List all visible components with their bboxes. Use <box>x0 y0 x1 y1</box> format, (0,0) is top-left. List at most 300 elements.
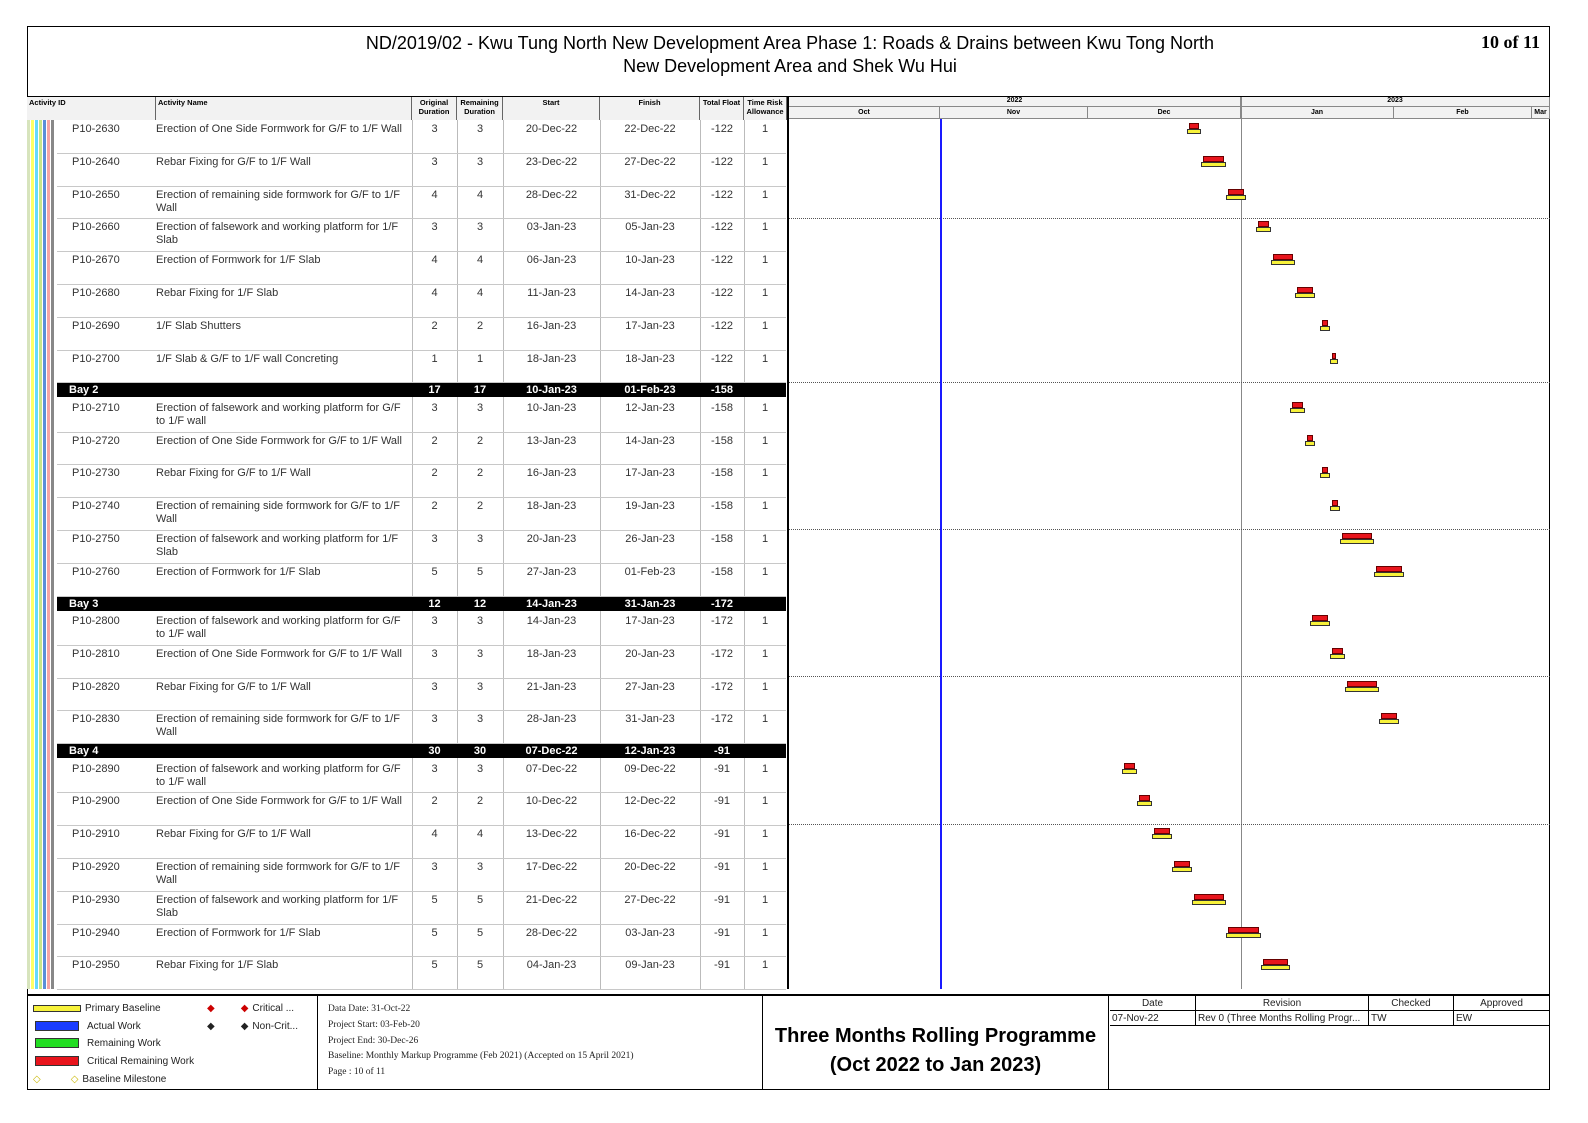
start-date: 16-Jan-23 <box>526 467 577 480</box>
finish-date: 27-Jan-23 <box>625 680 675 693</box>
activity-id: P10-2640 <box>72 155 120 168</box>
col-total-float[interactable]: Total Float <box>700 97 744 120</box>
time-risk-allowance: 1 <box>761 926 769 939</box>
original-duration: 5 <box>431 959 438 972</box>
total-float: -158 <box>710 434 734 447</box>
activity-name: Erection of remaining side formwork for G/F to 1/F Wall <box>156 713 400 739</box>
baseline-info: Baseline: Monthly Markup Programme (Feb 2021) (Accepted on 15 April 2021) <box>328 1051 634 1061</box>
finish-date: 20-Jan-23 <box>625 647 675 660</box>
activity-bar[interactable] <box>1290 402 1305 414</box>
original-duration: 3 <box>431 155 438 168</box>
start-date: 04-Jan-23 <box>526 959 577 972</box>
total-float: -158 <box>710 401 734 414</box>
title-line-1: ND/2019/02 - Kwu Tung North New Development Area Phase 1: Roads & Drains between Kwu Tong North <box>365 33 1215 53</box>
activity-row[interactable] <box>57 825 786 859</box>
finish-date: 27-Dec-22 <box>624 893 676 906</box>
band-start: 14-Jan-23 <box>526 597 577 610</box>
activity-name: Erection of remaining side formwork for G/F to 1/F Wall <box>156 861 400 886</box>
legend-actual-work <box>35 1021 141 1033</box>
activity-id: P10-2660 <box>72 221 120 234</box>
activity-row[interactable] <box>57 284 786 318</box>
activity-row[interactable] <box>57 956 786 990</box>
baseline-bar <box>1330 654 1345 659</box>
col-remaining-duration[interactable] <box>457 97 503 120</box>
time-risk-allowance: 1 <box>761 287 769 299</box>
activity-bar[interactable] <box>1226 927 1261 939</box>
rev-approved: EW <box>1456 1013 1473 1024</box>
activity-bar[interactable] <box>1256 221 1271 233</box>
activity-name: Erection of One Side Formwork for G/F to 1/F Wall <box>156 795 402 808</box>
time-risk-allowance: 1 <box>761 319 769 332</box>
band-finish: 31-Jan-23 <box>624 597 676 610</box>
finish-date: 17-Jan-23 <box>625 319 675 332</box>
col-label: Duration <box>464 107 495 116</box>
activity-name: Rebar Fixing for G/F to 1/F Wall <box>156 828 311 841</box>
programme-title <box>763 996 1109 1090</box>
remaining-duration: 5 <box>476 893 484 906</box>
band-remaining-duration: 30 <box>473 745 487 758</box>
activity-id: P10-2890 <box>72 762 120 775</box>
activity-bar[interactable] <box>1379 713 1399 725</box>
activity-bar[interactable] <box>1152 828 1172 840</box>
original-duration: 3 <box>431 123 438 135</box>
programme-title-line-2: (Oct 2022 to Jan 2023) <box>829 1054 1042 1076</box>
total-float: -91 <box>714 926 730 939</box>
total-float: -91 <box>714 795 730 808</box>
activity-row[interactable] <box>57 612 786 646</box>
activity-row[interactable] <box>57 153 786 187</box>
start-date: 27-Jan-23 <box>526 565 577 578</box>
activity-name: Erection of Formwork for 1/F Slab <box>156 926 321 939</box>
legend <box>27 996 318 1090</box>
activity-bar[interactable] <box>1192 894 1227 906</box>
total-float: -172 <box>710 615 734 627</box>
activity-bar[interactable] <box>1226 189 1246 201</box>
baseline-bar <box>1330 506 1340 511</box>
activity-id: P10-2950 <box>72 959 120 972</box>
time-risk-allowance: 1 <box>761 188 769 201</box>
original-duration: 2 <box>431 319 438 332</box>
activity-name: Erection of One Side Formwork for G/F to 1/F Wall <box>156 434 402 447</box>
remaining-duration: 4 <box>476 254 484 267</box>
remaining-duration: 3 <box>476 155 484 168</box>
col-time-risk[interactable] <box>744 97 787 120</box>
time-risk-allowance: 1 <box>761 533 769 545</box>
activity-row[interactable] <box>57 464 786 498</box>
baseline-bar <box>1192 900 1227 905</box>
stripe <box>47 120 50 989</box>
start-date: 13-Jan-23 <box>526 434 577 447</box>
original-duration: 2 <box>431 795 438 808</box>
diamond-icon: ◆ <box>240 1003 249 1014</box>
wbs-band-row[interactable] <box>57 383 786 397</box>
start-date: 16-Jan-23 <box>526 319 577 332</box>
remaining-duration: 5 <box>476 959 484 972</box>
original-duration: 4 <box>431 287 438 299</box>
activity-name: Erection of Formwork for 1/F Slab <box>156 565 321 578</box>
start-date: 28-Jan-23 <box>526 713 577 726</box>
finish-date: 22-Dec-22 <box>624 123 676 135</box>
band-original-duration: 30 <box>428 745 441 758</box>
activity-id: P10-2830 <box>72 713 120 726</box>
total-float: -122 <box>710 221 734 234</box>
activity-bar[interactable] <box>1261 959 1291 971</box>
baseline-bar <box>1305 441 1315 446</box>
col-label: Duration <box>418 107 450 116</box>
finish-date: 31-Dec-22 <box>624 188 676 201</box>
activity-name: Erection of One Side Formwork for G/F to 1/F Wall <box>156 647 402 660</box>
remaining-duration: 3 <box>476 861 484 873</box>
remaining-duration: 3 <box>476 401 484 414</box>
grid-dotted-line <box>789 676 1550 677</box>
month-jan: Jan <box>1241 107 1394 119</box>
activity-bar[interactable] <box>1330 648 1345 660</box>
activity-bar[interactable] <box>1330 500 1340 512</box>
total-float: -122 <box>710 155 734 168</box>
activity-bar[interactable] <box>1320 467 1330 479</box>
remaining-duration: 5 <box>476 926 484 939</box>
activity-bar[interactable] <box>1340 533 1375 545</box>
activity-bar[interactable] <box>1374 566 1404 578</box>
activity-bar[interactable] <box>1137 795 1152 807</box>
baseline-bar <box>1256 227 1271 232</box>
diamond-icon: ◇ <box>33 1074 41 1085</box>
legend-label: Non-Crit... <box>252 1021 298 1032</box>
col-original-duration[interactable] <box>412 97 457 120</box>
baseline-bar <box>1295 293 1315 298</box>
activity-row[interactable] <box>57 678 786 712</box>
total-float: -91 <box>714 762 730 775</box>
finish-date: 17-Jan-23 <box>625 615 675 627</box>
activity-bar[interactable] <box>1122 763 1137 775</box>
remaining-duration: 3 <box>476 713 484 726</box>
gantt-chart <box>787 97 1550 989</box>
legend-label: Baseline Milestone <box>82 1074 167 1085</box>
col-label: Allowance <box>746 107 784 116</box>
grid-dotted-line <box>789 218 1550 219</box>
original-duration: 5 <box>431 926 438 939</box>
finish-date: 12-Dec-22 <box>624 795 676 808</box>
baseline-bar <box>1340 539 1375 544</box>
activity-id: P10-2900 <box>72 795 120 808</box>
wbs-band-row[interactable] <box>57 744 786 758</box>
time-risk-allowance: 1 <box>761 762 769 775</box>
total-float: -122 <box>710 254 734 267</box>
activity-id: P10-2650 <box>72 188 120 201</box>
activity-row[interactable] <box>57 924 786 958</box>
activity-row[interactable] <box>57 563 786 597</box>
activity-row[interactable] <box>57 710 786 744</box>
baseline-bar <box>1379 719 1399 724</box>
baseline-bar <box>1152 834 1172 839</box>
col-activity-id[interactable]: Activity ID <box>27 97 156 120</box>
page-title <box>200 32 1380 78</box>
original-duration: 4 <box>431 188 438 201</box>
finish-date: 26-Jan-23 <box>625 533 675 545</box>
original-duration: 3 <box>431 680 438 693</box>
rev-text: Rev 0 (Three Months Rolling Progr... <box>1198 1013 1361 1024</box>
start-date: 10-Dec-22 <box>525 795 578 808</box>
remaining-duration: 4 <box>476 828 484 841</box>
total-float: -122 <box>710 319 734 332</box>
original-duration: 3 <box>431 647 438 660</box>
finish-date: 09-Dec-22 <box>624 762 676 775</box>
original-duration: 5 <box>431 893 438 906</box>
remaining-duration: 3 <box>476 762 484 775</box>
finish-date: 01-Feb-23 <box>624 565 676 578</box>
original-duration: 3 <box>431 615 438 627</box>
programme-title-line-1: Three Months Rolling Programme <box>774 1025 1097 1047</box>
baseline-bar <box>1345 687 1380 692</box>
original-duration: 3 <box>431 533 438 545</box>
activity-name: Rebar Fixing for G/F to 1/F Wall <box>156 155 311 168</box>
remaining-duration: 3 <box>476 221 484 234</box>
legend-remaining-work <box>35 1038 161 1050</box>
col-activity-name[interactable]: Activity Name <box>156 97 412 120</box>
start-date: 03-Jan-23 <box>526 221 577 234</box>
activity-row[interactable] <box>57 760 786 794</box>
activity-row[interactable] <box>57 120 786 154</box>
start-date: 21-Dec-22 <box>525 893 578 906</box>
remaining-duration: 1 <box>476 352 484 365</box>
band-finish: 01-Feb-23 <box>624 384 676 397</box>
activity-bar[interactable] <box>1295 287 1315 299</box>
time-risk-allowance: 1 <box>761 254 769 267</box>
finish-date: 09-Jan-23 <box>625 959 675 972</box>
original-duration: 3 <box>431 221 438 234</box>
original-duration: 3 <box>431 713 438 726</box>
band-original-duration: 17 <box>428 384 441 397</box>
stripe <box>31 120 34 989</box>
baseline-bar <box>1271 260 1296 265</box>
original-duration: 3 <box>431 401 438 414</box>
actual-swatch <box>35 1021 79 1031</box>
start-date: 06-Jan-23 <box>526 254 577 267</box>
time-risk-allowance: 1 <box>761 500 769 513</box>
activity-name: Erection of Formwork for 1/F Slab <box>156 254 321 267</box>
activity-row[interactable] <box>57 792 786 826</box>
legend-label: Primary Baseline <box>85 1003 161 1014</box>
data-date-line <box>940 119 942 989</box>
total-float: -172 <box>710 647 734 660</box>
activity-bar[interactable] <box>1172 861 1192 873</box>
activity-row[interactable] <box>57 497 786 531</box>
total-float: -91 <box>714 959 730 972</box>
wbs-color-stripes <box>27 120 57 989</box>
remaining-duration: 2 <box>476 434 484 447</box>
activity-id: P10-2700 <box>72 352 120 365</box>
activity-id: P10-2920 <box>72 861 120 873</box>
activity-row[interactable] <box>57 251 786 285</box>
band-start: 10-Jan-23 <box>526 384 577 397</box>
total-float: -158 <box>710 500 734 513</box>
start-date: 28-Dec-22 <box>525 926 578 939</box>
time-risk-allowance: 1 <box>761 828 769 841</box>
project-end: Project End: 30-Dec-26 <box>328 1036 419 1046</box>
activity-bar[interactable] <box>1305 435 1315 447</box>
time-risk-allowance: 1 <box>761 155 769 168</box>
start-date: 18-Jan-23 <box>526 500 577 513</box>
activity-bar[interactable] <box>1201 156 1226 168</box>
activity-name: Erection of falsework and working platform for 1/F Slab <box>156 533 399 558</box>
activity-row[interactable] <box>57 399 786 433</box>
activity-bar[interactable] <box>1345 681 1380 693</box>
activity-row[interactable] <box>57 891 786 925</box>
remaining-duration: 4 <box>476 188 484 201</box>
legend-critical-remaining <box>35 1056 194 1068</box>
time-risk-allowance: 1 <box>761 861 769 873</box>
page-number: 10 of 11 <box>1480 32 1540 52</box>
start-date: 10-Jan-23 <box>526 401 577 414</box>
activity-name: Erection of remaining side formwork for G/F to 1/F Wall <box>156 500 400 526</box>
band-label: Bay 4 <box>69 745 99 758</box>
remaining-duration: 2 <box>476 795 484 808</box>
total-float: -172 <box>710 713 734 726</box>
remaining-duration: 2 <box>476 500 484 513</box>
finish-date: 10-Jan-23 <box>625 254 675 267</box>
start-date: 21-Jan-23 <box>526 680 577 693</box>
original-duration: 2 <box>431 434 438 447</box>
baseline-bar <box>1320 326 1330 331</box>
start-date: 14-Jan-23 <box>526 615 577 627</box>
stripe <box>43 120 46 989</box>
activity-row[interactable] <box>57 218 786 252</box>
activity-id: P10-2630 <box>72 123 120 135</box>
activity-row[interactable] <box>57 645 786 679</box>
col-label: Remaining <box>460 98 499 107</box>
remaining-duration: 3 <box>476 647 484 660</box>
grid-dotted-line <box>789 529 1550 530</box>
year-boundary-line <box>1241 97 1242 989</box>
activity-row[interactable] <box>57 186 786 220</box>
start-date: 20-Dec-22 <box>525 123 578 135</box>
baseline-bar <box>1201 162 1226 167</box>
activity-row[interactable] <box>57 432 786 466</box>
legend-label: Critical Remaining Work <box>87 1056 195 1067</box>
legend-critical-milestone <box>207 1003 294 1015</box>
diamond-icon: ◆ <box>240 1021 249 1032</box>
col-finish[interactable]: Finish <box>600 97 700 120</box>
rev-header-approved: Approved <box>1480 998 1523 1009</box>
activity-id: P10-2690 <box>72 319 120 332</box>
activity-row[interactable] <box>57 858 786 892</box>
legend-label: Actual Work <box>87 1021 141 1032</box>
original-duration: 4 <box>431 828 438 841</box>
finish-date: 03-Jan-23 <box>625 926 675 939</box>
activity-bar[interactable] <box>1187 123 1202 135</box>
legend-primary-baseline <box>33 1003 161 1015</box>
activity-id: P10-2760 <box>72 565 120 578</box>
original-duration: 1 <box>431 352 438 365</box>
activity-name: 1/F Slab & G/F to 1/F wall Concreting <box>156 352 339 365</box>
col-start[interactable]: Start <box>503 97 600 120</box>
activity-id: P10-2800 <box>72 615 120 627</box>
activity-bar[interactable] <box>1310 615 1330 627</box>
remaining-duration: 3 <box>476 680 484 693</box>
activity-bar[interactable] <box>1330 353 1338 365</box>
time-risk-allowance: 1 <box>761 647 769 660</box>
critical-swatch <box>35 1056 79 1066</box>
activity-row[interactable] <box>57 530 786 564</box>
time-risk-allowance: 1 <box>761 123 769 135</box>
activity-row[interactable] <box>57 350 786 384</box>
start-date: 23-Dec-22 <box>525 155 578 168</box>
finish-date: 14-Jan-23 <box>625 287 675 299</box>
page-info: Page : 10 of 11 <box>328 1067 386 1077</box>
activity-name: Erection of falsework and working platform for 1/F Slab <box>156 221 399 247</box>
legend-noncritical-milestone <box>207 1021 298 1033</box>
baseline-bar <box>1122 769 1137 774</box>
time-risk-allowance: 1 <box>761 467 769 480</box>
activity-name: Erection of falsework and working platform for G/F to 1/F wall <box>156 762 401 788</box>
activity-id: P10-2810 <box>72 647 120 660</box>
total-float: -122 <box>710 352 734 365</box>
finish-date: 16-Dec-22 <box>624 828 676 841</box>
remaining-duration: 4 <box>476 287 484 299</box>
original-duration: 4 <box>431 254 438 267</box>
baseline-bar <box>1320 473 1330 478</box>
total-float: -91 <box>714 828 730 841</box>
remaining-duration: 3 <box>476 615 484 627</box>
remaining-duration: 2 <box>476 467 484 480</box>
start-date: 28-Dec-22 <box>525 188 578 201</box>
time-risk-allowance: 1 <box>761 565 769 578</box>
activity-name: Rebar Fixing for G/F to 1/F Wall <box>156 467 311 480</box>
time-risk-allowance: 1 <box>761 221 769 234</box>
month-mar: Mar <box>1532 107 1550 119</box>
activity-id: P10-2740 <box>72 500 120 513</box>
baseline-bar <box>1310 621 1330 626</box>
baseline-bar <box>1290 408 1305 413</box>
activity-id: P10-2940 <box>72 926 120 939</box>
start-date: 17-Dec-22 <box>525 861 578 873</box>
activity-name: Erection of falsework and working platform for G/F to 1/F wall <box>156 401 401 427</box>
baseline-bar <box>1330 359 1338 364</box>
activity-name: Erection of falsework and working platform for 1/F Slab <box>156 893 399 919</box>
total-float: -122 <box>710 188 734 201</box>
rev-divider <box>1110 1025 1549 1026</box>
band-total-float: -172 <box>710 597 734 610</box>
rev-header-date: Date <box>1141 998 1164 1009</box>
baseline-bar <box>1226 933 1261 938</box>
legend-label: Remaining Work <box>87 1038 161 1049</box>
original-duration: 3 <box>431 861 438 873</box>
finish-date: 31-Jan-23 <box>625 713 675 726</box>
finish-date: 05-Jan-23 <box>625 221 675 234</box>
rev-date: 07-Nov-22 <box>1112 1013 1159 1024</box>
activity-row[interactable] <box>57 317 786 351</box>
time-risk-allowance: 1 <box>761 893 769 906</box>
activity-bar[interactable] <box>1320 320 1330 332</box>
time-risk-allowance: 1 <box>761 352 769 365</box>
activity-name: 1/F Slab Shutters <box>156 319 241 332</box>
activity-bar[interactable] <box>1271 254 1296 266</box>
finish-date: 20-Dec-22 <box>624 861 676 873</box>
wbs-band-row[interactable] <box>57 597 786 611</box>
project-start: Project Start: 03-Feb-20 <box>328 1020 420 1030</box>
time-risk-allowance: 1 <box>761 680 769 693</box>
start-date: 18-Jan-23 <box>526 647 577 660</box>
month-nov: Nov <box>940 107 1088 119</box>
start-date: 11-Jan-23 <box>527 287 576 299</box>
original-duration: 3 <box>431 762 438 775</box>
total-float: -158 <box>710 467 734 480</box>
legend-label: Critical ... <box>252 1003 295 1014</box>
month-feb: Feb <box>1394 107 1532 119</box>
finish-date: 27-Dec-22 <box>624 155 676 168</box>
activity-name: Erection of remaining side formwork for G/F to 1/F Wall <box>156 188 400 214</box>
baseline-swatch <box>33 1005 81 1012</box>
